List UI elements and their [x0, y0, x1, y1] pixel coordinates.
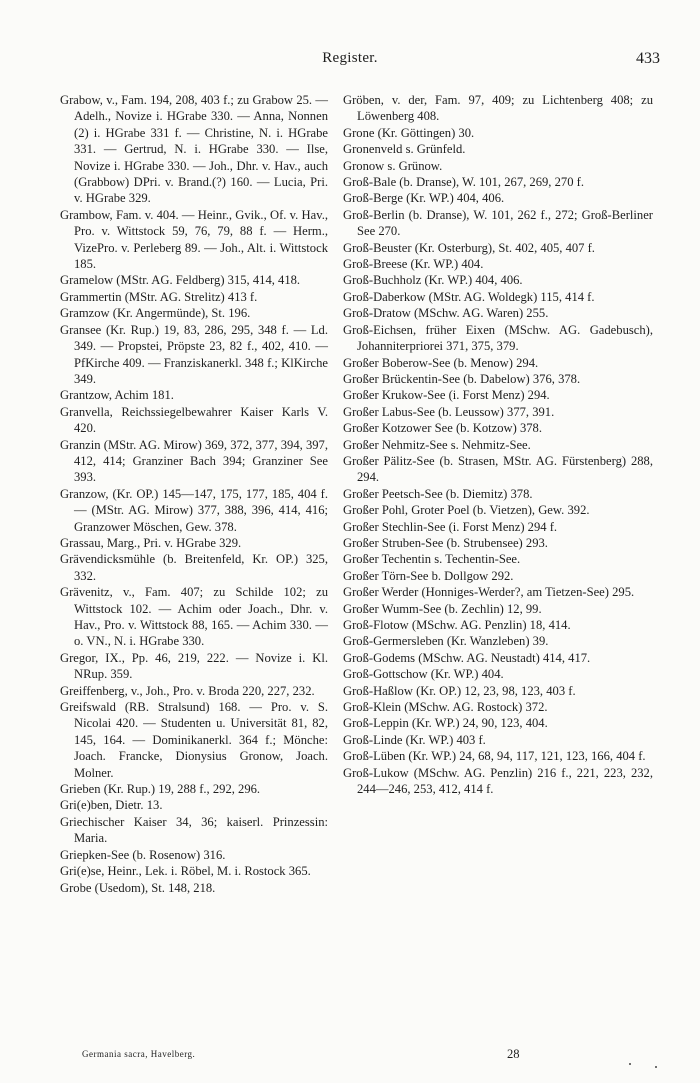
- index-entry: Großer Wumm-See (b. Zechlin) 12, 99.: [343, 601, 542, 616]
- index-entry: Greiffenberg, v., Joh., Pro. v. Broda 220, 227, 232.: [60, 683, 315, 698]
- index-entry: Groß-Eichsen, früher Eixen (MSchw. AG. Gadebusch), Johanniterpriorei 371, 375, 379.: [343, 322, 653, 354]
- index-entry: Groß-Beuster (Kr. Osterburg), St. 402, 405, 407 f.: [343, 240, 595, 255]
- index-entry: Groß-Linde (Kr. WP.) 403 f.: [343, 732, 486, 747]
- index-entry: Groß-Berge (Kr. WP.) 404, 406.: [343, 191, 505, 206]
- index-entry: Groß-Haßlow (Kr. OP.) 12, 23, 98, 123, 403 f.: [343, 683, 576, 698]
- index-entry: Groß-Godems (MSchw. AG. Neustadt) 414, 417.: [343, 650, 591, 665]
- index-entry: Großer Pälitz-See (b. Strasen, MStr. AG. Fürstenberg) 288, 294.: [343, 453, 653, 485]
- index-entry: Groß-Lukow (MSchw. AG. Penzlin) 216 f., 221, 223, 232, 244—246, 253, 412, 414 f.: [343, 765, 653, 797]
- index-entry: Gri(e)ben, Dietr. 13.: [60, 798, 163, 813]
- index-entry: Granvella, Reichssiegelbewahrer Kaiser Karls V. 420.: [60, 404, 328, 436]
- index-entry: Großer Pohl, Groter Poel (b. Vietzen), Gew. 392.: [343, 503, 590, 518]
- index-entry: Großer Labus-See (b. Leussow) 377, 391.: [343, 404, 555, 419]
- index-entry: Großer Brückentin-See (b. Dabelow) 376, 378.: [343, 371, 581, 386]
- index-entry: Granzow, (Kr. OP.) 145—147, 175, 177, 185, 404 f. — (MStr. AG. Mirow) 377, 388, 396, 414, 416; Granzower Möschen, Gew. 378.: [60, 486, 328, 534]
- index-entry: Grone (Kr. Göttingen) 30.: [343, 125, 475, 140]
- ink-speck: [629, 1063, 631, 1065]
- printer-signature: Germania sacra, Havelberg.: [82, 1049, 196, 1059]
- index-entry: Gröben, v. der, Fam. 97, 409; zu Lichtenberg 408; zu Löwenberg 408.: [343, 93, 653, 124]
- index-entry: Groß-Leppin (Kr. WP.) 24, 90, 123, 404.: [343, 716, 548, 731]
- index-entry: Gronenveld s. Grünfeld.: [343, 142, 466, 157]
- index-entry: Grobe (Usedom), St. 148, 218.: [60, 880, 216, 895]
- page-footer: [82, 1048, 660, 1068]
- index-entry: Grävendicksmühle (b. Breitenfeld, Kr. OP.) 325, 332.: [60, 552, 328, 583]
- running-title: Register.: [322, 50, 378, 66]
- index-entry: Groß-Klein (MSchw. AG. Rostock) 372.: [343, 700, 548, 715]
- index-entry: Granzin (MStr. AG. Mirow) 369, 372, 377, 394, 397, 412, 414; Granziner Bach 394; Granziner See 393.: [60, 437, 328, 485]
- page-number: 433: [636, 50, 660, 67]
- index-entry: Großer Werder (Honniges-Werder?, am Tietzen-See) 295.: [343, 585, 635, 600]
- index-entry: Grambow, Fam. v. 404. — Heinr., Gvik., Of. v. Hav., Pro. v. Wittstock 59, 76, 79, 88 f. — Herm., VizePro. v. Perleberg 89. — Joh., Alt. i. Wittstock 185.: [60, 207, 328, 272]
- index-entry: Grävenitz, v., Fam. 407; zu Schilde 102; zu Wittstock 102. — Achim oder Joach., Dhr. v. Hav., Pro. v. Wittstock 88, 165. — Achim 330. — o. VN., N. i. HGrabe 330.: [60, 585, 328, 649]
- sheet-number: 28: [507, 1047, 520, 1061]
- index-entry: Groß-Daberkow (MStr. AG. Woldegk) 115, 414 f.: [343, 289, 595, 304]
- index-entry: Grassau, Marg., Pri. v. HGrabe 329.: [60, 535, 242, 550]
- index-entry: Großer Stechlin-See (i. Forst Menz) 294 f.: [343, 519, 558, 534]
- index-entry: Gregor, IX., Pp. 46, 219, 222. — Novize i. Kl. NRup. 359.: [60, 650, 328, 682]
- index-entry: Groß-Germersleben (Kr. Wanzleben) 39.: [343, 634, 549, 649]
- index-entry: Gransee (Kr. Rup.) 19, 83, 286, 295, 348 f. — Ld. 349. — Propstei, Pröpste 23, 82 f., 402, 410. — PfKirche 409. — Franziskanerkl. 348 f.; KlKirche 349.: [60, 322, 328, 386]
- index-entry: Groß-Berlin (b. Dranse), W. 101, 262 f., 272; Groß-Berliner See 270.: [343, 207, 653, 239]
- index-entry: Grammertin (MStr. AG. Strelitz) 413 f.: [60, 289, 258, 304]
- index-entry: Griechischer Kaiser 34, 36; kaiserl. Prinzessin: Maria.: [60, 814, 328, 846]
- index-entry: Großer Kotzower See (b. Kotzow) 378.: [343, 421, 542, 436]
- index-entry: Groß-Gottschow (Kr. WP.) 404.: [343, 667, 504, 682]
- index-entry: Grantzow, Achim 181.: [60, 388, 174, 403]
- index-entry: Großer Peetsch-See (b. Diemitz) 378.: [343, 486, 533, 501]
- index-entry: Greifswald (RB. Stralsund) 168. — Pro. v. S. Nicolai 420. — Studenten u. Universität 81, 82, 145, 164. — Dominikanerkl. 364 f.; Mönche: Joach. Francke, Dionysius Gronow, Joach. Molner.: [60, 700, 328, 780]
- index-entry: Grieben (Kr. Rup.) 19, 288 f., 292, 296.: [60, 782, 261, 797]
- index-entry: Groß-Dratow (MSchw. AG. Waren) 255.: [343, 306, 549, 321]
- left-column: [60, 92, 328, 896]
- right-column: [343, 92, 653, 797]
- index-entry: Groß-Lüben (Kr. WP.) 24, 68, 94, 117, 121, 123, 166, 404 f.: [343, 749, 646, 764]
- index-entry: Gri(e)se, Heinr., Lek. i. Röbel, M. i. Rostock 365.: [60, 864, 311, 879]
- index-entry: Grabow, v., Fam. 194, 208, 403 f.; zu Grabow 25. — Adelh., Novize i. HGrabe 330. — Anna, Nonnen (2) i. HGrabe 331 f. — Christine, N. i. HGrabe 331. — Gertrud, N. i. HGrabe 330. — Ilse, Novize i. HGrabe 330. — Joh., Dhr. v. Hav., auch (Grabbow) DPri. v. Brand.(?) 160. — Lucia, Pri. v. HGrabe 329.: [60, 93, 328, 206]
- index-entry: Großer Boberow-See (b. Menow) 294.: [343, 355, 539, 370]
- index-entry: Gronow s. Grünow.: [343, 158, 443, 173]
- index-entry: Groß-Bale (b. Dranse), W. 101, 267, 269, 270 f.: [343, 175, 584, 190]
- index-entry: Gramelow (MStr. AG. Feldberg) 315, 414, 418.: [60, 273, 301, 288]
- index-entry: Großer Techentin s. Techentin-See.: [343, 552, 521, 567]
- index-entry: Gramzow (Kr. Angermünde), St. 196.: [60, 306, 251, 321]
- index-entry: Großer Struben-See (b. Strubensee) 293.: [343, 535, 548, 550]
- index-entry: Groß-Flotow (MSchw. AG. Penzlin) 18, 414.: [343, 618, 571, 632]
- index-entry: Großer Törn-See b. Dollgow 292.: [343, 568, 514, 583]
- ink-speck: [655, 1066, 657, 1068]
- index-entry: Groß-Breese (Kr. WP.) 404.: [343, 257, 484, 272]
- index-entry: Großer Nehmitz-See s. Nehmitz-See.: [343, 437, 531, 452]
- page-header: [40, 50, 660, 74]
- index-entry: Griepken-See (b. Rosenow) 316.: [60, 847, 226, 862]
- index-entry: Groß-Buchholz (Kr. WP.) 404, 406.: [343, 273, 523, 288]
- index-entry: Großer Krukow-See (i. Forst Menz) 294.: [343, 388, 550, 403]
